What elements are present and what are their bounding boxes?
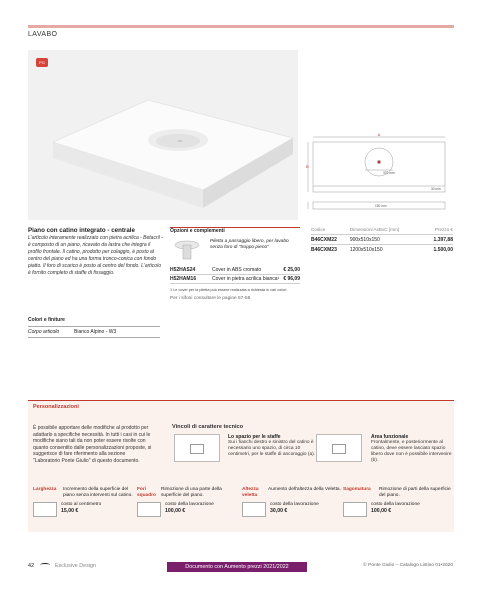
constraints-title: Vincoli di carattere tecnico xyxy=(172,424,244,430)
see-also-note: Per i sifoni consultare le pagine 57-58 xyxy=(170,296,251,301)
options-footnote: 1 Le cover per la piletta può essere realizzata a richiesta in vari colori. xyxy=(170,288,288,292)
options-divider xyxy=(170,227,300,228)
washbasin-illustration xyxy=(28,50,298,220)
customization-divider xyxy=(28,400,454,401)
codes-table xyxy=(311,227,453,254)
colors-section xyxy=(28,317,160,338)
table-header: Codice Dimensioni AxBxC [mm] Prezzo € xyxy=(311,227,453,232)
options-note: Piletta a passaggio libero, per lavabo senza foro di "troppo pieno" xyxy=(210,239,289,250)
brand-logo-icon: PG xyxy=(36,58,48,67)
section-title: LAVABO xyxy=(28,31,58,38)
catalog-note: © Ponte Giulio – Catalogo Listino 01•2020 xyxy=(363,563,453,568)
table-row: H52HAM16 Cover in pietra acrilica bianca¹ € 96,09 xyxy=(170,276,300,282)
product-description: L'articolo interamente realizzato con pietra acrilica - Betacril - è composto di un piano, ricavato da lastra che integra il profilo frontale. Il catino, prodotto per colaggio, è posto al centro del piano ed ha una forma tronco-conica con fondo piatto. Il foro di scarico è posto al centro del fondo. L'articolo è fornito completo di staffe di fissaggio. xyxy=(28,235,163,276)
dim-catino: 370 mm xyxy=(383,171,395,175)
constraint-area: Area funzionale Frontalmente, e posteriormente al catino, deve essere lasciato spazio libero dove non è possibile intervenire (b). xyxy=(371,434,452,463)
dim-height: 150 mm xyxy=(375,204,387,208)
top-accent-bar xyxy=(28,25,454,28)
colors-title: Colori e finiture xyxy=(28,317,65,323)
options-panel xyxy=(170,227,300,297)
product-title: Piano con catino integrato - centrale xyxy=(28,227,135,234)
dim-side: 30 mm xyxy=(431,187,441,191)
dim-label-b: B xyxy=(306,164,309,169)
table-row: B46CXM23 1200x510x150 1.500,00 xyxy=(311,246,453,253)
mod-fori-squadro: Fori squadro Rimozione di una parte della superficie del piano. costo della lavorazione 100,00 € xyxy=(137,487,239,517)
mod-larghezza: Larghezza Incremento della superficie del piano senza interventi sul catino. costo al centimetro 15,00 € xyxy=(33,487,135,517)
technical-drawing xyxy=(305,130,453,220)
options-table xyxy=(170,266,300,284)
dim-label-a: A xyxy=(377,132,381,137)
page-number: 42 Exclusive Design xyxy=(28,563,97,569)
customization-body: È possibile apportare delle modifiche al prodotto per adattarlo a specifiche necessità. In tutti i casi in cui le modifiche siano tali da non poter essere risolte con quanto consentito dalle personalizzazioni proposte, si suggerisce di fare riferimento alla sezione "Laboratorio Ponte Giulio" di questo documento. xyxy=(33,425,152,464)
brand-swoosh-icon xyxy=(40,563,50,567)
sagomatura-icon xyxy=(343,502,367,517)
area-diagram-icon xyxy=(316,434,362,462)
altezza-veletta-icon xyxy=(242,502,266,517)
colors-row: Corpo articolo Bianco Alpino - W3 xyxy=(28,326,160,338)
drain-icon xyxy=(172,239,202,261)
larghezza-icon xyxy=(33,502,57,517)
constraint-staffe: Lo spazio per le staffe Sui i fianchi destro e sinistro del catino è necessario uno spazio, di circa 10 centimetri, per le staffe di ancoraggio (a). xyxy=(228,434,316,457)
customization-title: Personalizzazioni xyxy=(33,404,79,410)
mod-sagomatura: Sagomatura Rimozione di parti della superficie del piano. costo della lavorazione 100,00 € xyxy=(343,487,453,517)
product-image xyxy=(28,50,298,220)
options-title: Opzioni e complementi xyxy=(170,228,225,234)
table-row: H52HAS24 Cover in ABS cromato € 25,00 xyxy=(170,267,300,273)
table-row: B46CXM22 900x510x150 1.397,88 xyxy=(311,236,453,243)
mod-altezza-veletta: Altezza veletta Aumento dell'altezza della Veletta. costo della lavorazione 30,00 € xyxy=(242,487,344,517)
price-update-badge: Documento con Aumento prezzi 2021/2022 xyxy=(167,562,307,572)
staffe-diagram-icon xyxy=(174,434,220,462)
fori-squadro-icon xyxy=(137,502,161,517)
